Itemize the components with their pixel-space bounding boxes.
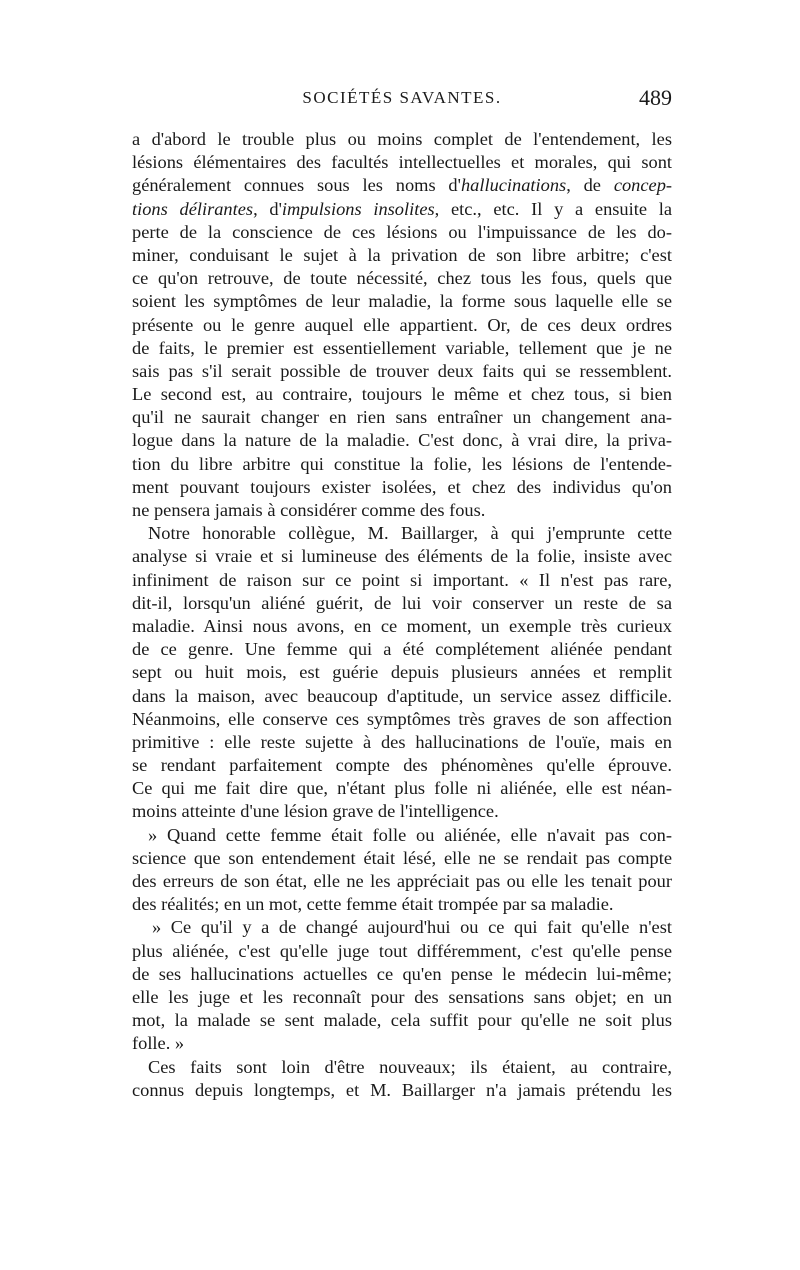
text-line: des erreurs de son état, elle ne les appréciait pas ou elle les tenait pour — [132, 871, 672, 891]
text-line: tion du libre arbitre qui constitue la folie, les lésions de l'entende- — [132, 453, 672, 474]
text-line: ce qu'on retrouve, de toute nécessité, chez tous les fous, quels que — [132, 268, 672, 289]
text-line: ment pouvant toujours exister isolées, et chez des individus qu'on — [132, 476, 672, 497]
text-segment: , etc., etc. Il y a ensuite la — [434, 198, 672, 219]
text-line: mot, la malade se sent malade, cela suffit pour qu'elle ne soit plus — [132, 1010, 672, 1031]
text-line: Ces faits sont loin d'être nouveaux; ils étaient, au contraire, — [148, 1056, 672, 1077]
text-line — [132, 174, 672, 197]
text-line: » Ce qu'il y a de changé aujourd'hui ou ce qui fait qu'elle n'est — [152, 917, 672, 938]
text-line: de ce genre. Une femme qui a été complétement aliénée pendant — [132, 639, 672, 660]
page-number: 489 — [639, 85, 672, 110]
text-line: primitive : elle reste sujette à des hallucinations de l'ouïe, mais en — [132, 731, 672, 752]
text-line: analyse si vraie et si lumineuse des éléments de la folie, insiste avec — [132, 546, 672, 567]
text-line: sept ou huit mois, est guérie depuis plusieurs années et remplit — [132, 662, 672, 683]
text-line: moins atteinte d'une lésion grave de l'intelligence. — [132, 801, 499, 822]
text-line: qu'il ne saurait changer en rien sans entraîner un changement ana- — [132, 407, 672, 428]
italic-term: concep- — [613, 175, 672, 196]
text-line: Ce qui me fait dire que, n'étant plus folle ni aliénée, elle est néan- — [132, 778, 672, 799]
text-line: présente ou le genre auquel elle appartient. Or, de ces deux ordres — [132, 314, 672, 335]
text-line: se rendant parfaitement compte des phénomènes qu'elle éprouve. — [132, 755, 672, 776]
text-line: a d'abord le trouble plus ou moins complet de l'entendement, les — [132, 129, 672, 149]
body-text — [132, 128, 672, 1102]
text-segment: généralement connues sous les noms d' — [132, 175, 461, 196]
text-line: folle. » — [132, 1033, 185, 1054]
text-line: sais pas s'il serait possible de trouver deux faits qui se ressemblent. — [132, 360, 672, 381]
running-title: SOCIÉTÉS SAVANTES. — [302, 88, 502, 107]
text-line: lésions élémentaires des facultés intellectuelles et morales, qui sont — [132, 152, 672, 173]
running-head — [132, 85, 672, 118]
text-line: Néanmoins, elle conserve ces symptômes très graves de son affection — [132, 708, 672, 729]
text-line: de ses hallucinations actuelles ce qu'en pense le médecin lui-même; — [132, 963, 672, 984]
text-line: infiniment de raison sur ce point si important. « Il n'est pas rare, — [132, 569, 672, 590]
text-line: miner, conduisant le sujet à la privation de son libre arbitre; c'est — [132, 244, 672, 265]
text-line: plus aliénée, c'est qu'elle juge tout différemment, c'est qu'elle pense — [132, 940, 672, 961]
text-line — [132, 198, 672, 221]
text-line: de faits, le premier est essentiellement variable, tellement que je ne — [132, 337, 672, 358]
text-line: elle les juge et les reconnaît pour des sensations sans objet; en un — [132, 986, 672, 1007]
text-line: dans la maison, avec beaucoup d'aptitude, un service assez difficile. — [132, 685, 672, 706]
text-segment: , de — [566, 175, 614, 196]
italic-term: hallucinations — [460, 175, 567, 196]
text-line: Le second est, au contraire, toujours le même et chez tous, si bien — [132, 384, 672, 405]
text-line: perte de la conscience de ces lésions ou l'impuissance de les do- — [132, 221, 672, 242]
text-line: science que son entendement était lésé, elle ne se rendait pas compte — [132, 847, 672, 868]
text-line: logue dans la nature de la maladie. C'est donc, à vrai dire, la priva- — [132, 430, 672, 451]
text-line: » Quand cette femme était folle ou aliénée, elle n'avait pas con- — [148, 824, 672, 845]
italic-term: impulsions insolites — [281, 198, 435, 219]
text-line: ne pensera jamais à considérer comme des fous. — [132, 500, 486, 520]
text-segment: , d' — [253, 198, 282, 219]
text-line: maladie. Ainsi nous avons, en ce moment, un exemple très curieux — [132, 615, 672, 636]
text-line: dit-il, lorsqu'un aliéné guérit, de lui voir conserver un reste de sa — [132, 592, 672, 613]
text-line: connus depuis longtemps, et M. Baillarger n'a jamais prétendu les — [132, 1079, 672, 1100]
text-line: soient les symptômes de leur maladie, la forme sous laquelle elle se — [132, 291, 672, 312]
text-line: des réalités; en un mot, cette femme était trompée par sa maladie. — [132, 894, 614, 915]
italic-term: tions délirantes — [132, 198, 254, 219]
text-line: Notre honorable collègue, M. Baillarger, à qui j'emprunte cette — [148, 523, 672, 544]
